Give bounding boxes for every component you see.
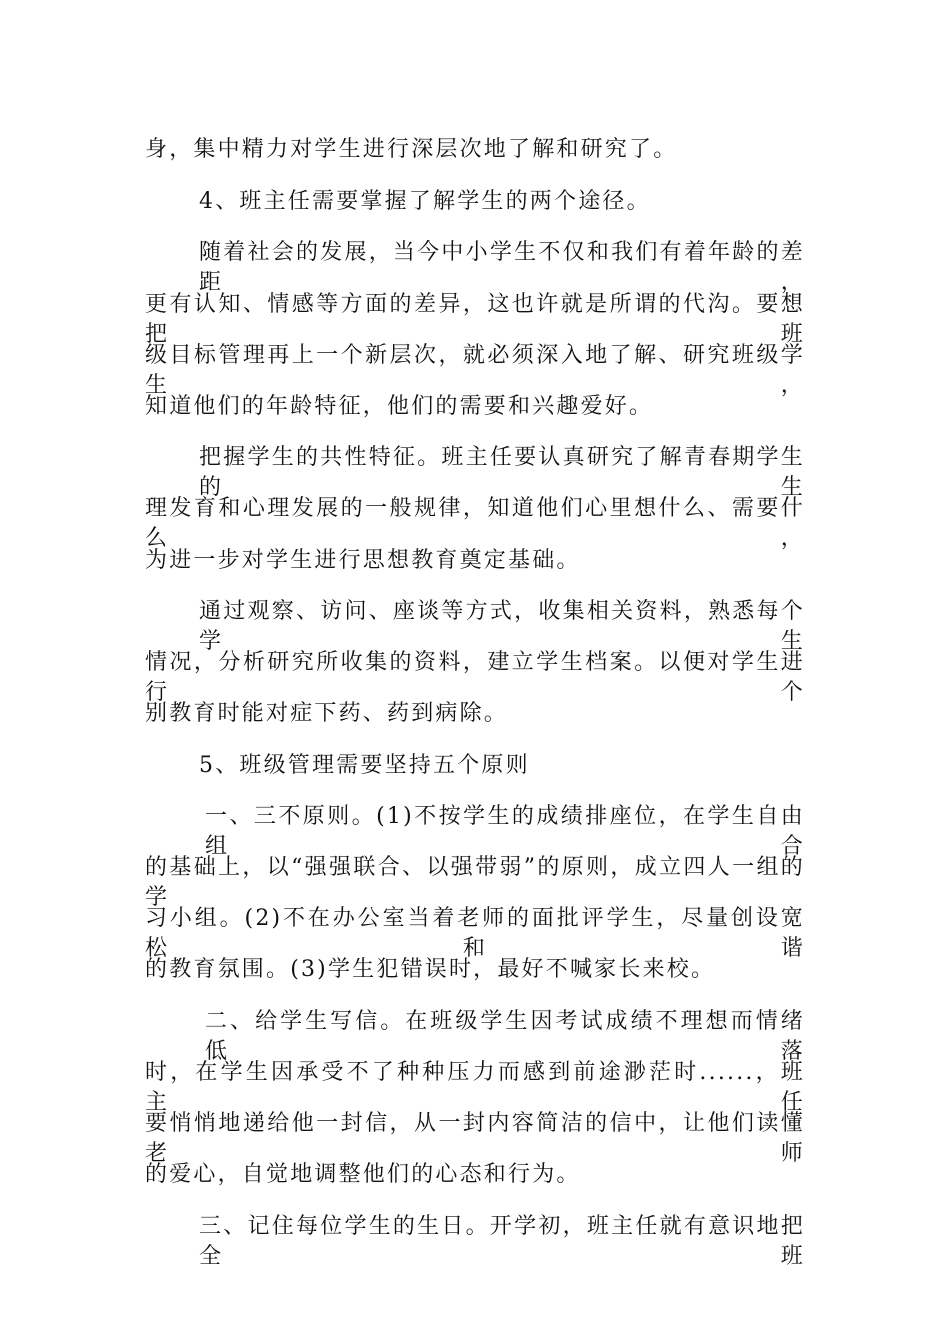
text-line: 理发育和心理发展的一般规律，知道他们心里想什么、需要什么， [145, 496, 805, 551]
text-line: 要悄悄地递给他一封信，从一封内容简洁的信中，让他们读懂老师 [145, 1111, 805, 1166]
text-line: 把握学生的共性特征。班主任要认真研究了解青春期学生的生 [199, 445, 805, 500]
section-heading-5: 5、班级管理需要坚持五个原则 [199, 753, 530, 778]
text-line: 情况，分析研究所收集的资料，建立学生档案。以便对学生进行个 [145, 650, 805, 705]
section-heading-4: 4、班主任需要掌握了解学生的两个途径。 [199, 189, 651, 214]
text-line: 随着社会的发展，当今中小学生不仅和我们有着年龄的差距， [199, 240, 805, 295]
text-line: 三、记住每位学生的生日。开学初，班主任就有意识地把全班 [199, 1214, 805, 1269]
text-line: 更有认知、情感等方面的差异，这也许就是所谓的代沟。要想把班 [145, 292, 805, 347]
text-line: 二、给学生写信。在班级学生因考试成绩不理想而情绪低落 [205, 1009, 805, 1064]
text-line: 的爱心，自觉地调整他们的心态和行为。 [145, 1162, 581, 1187]
text-line: 时，在学生因承受不了种种压力而感到前途渺茫时......，班主任 [145, 1060, 805, 1115]
text-line: 的基础上，以“强强联合、以强带弱”的原则，成立四人一组的学 [145, 855, 805, 910]
text-line: 级目标管理再上一个新层次，就必须深入地了解、研究班级学生， [145, 343, 805, 398]
text-line: 通过观察、访问、座谈等方式，收集相关资料，熟悉每个学生 [199, 599, 805, 654]
text-line: 知道他们的年龄特征，他们的需要和兴趣爱好。 [145, 394, 654, 419]
text-line: 习小组。(2)不在办公室当着老师的面批评学生，尽量创设宽松和谐 [145, 906, 805, 961]
text-line: 的教育氛围。(3)学生犯错误时，最好不喊家长来校。 [145, 957, 716, 982]
text-line: 身，集中精力对学生进行深层次地了解和研究了。 [145, 137, 678, 162]
text-line: 别教育时能对症下药、药到病除。 [145, 701, 509, 726]
text-line: 为进一步对学生进行思想教育奠定基础。 [145, 548, 581, 573]
text-line: 一、三不原则。(1)不按学生的成绩排座位，在学生自由组合 [205, 804, 805, 859]
